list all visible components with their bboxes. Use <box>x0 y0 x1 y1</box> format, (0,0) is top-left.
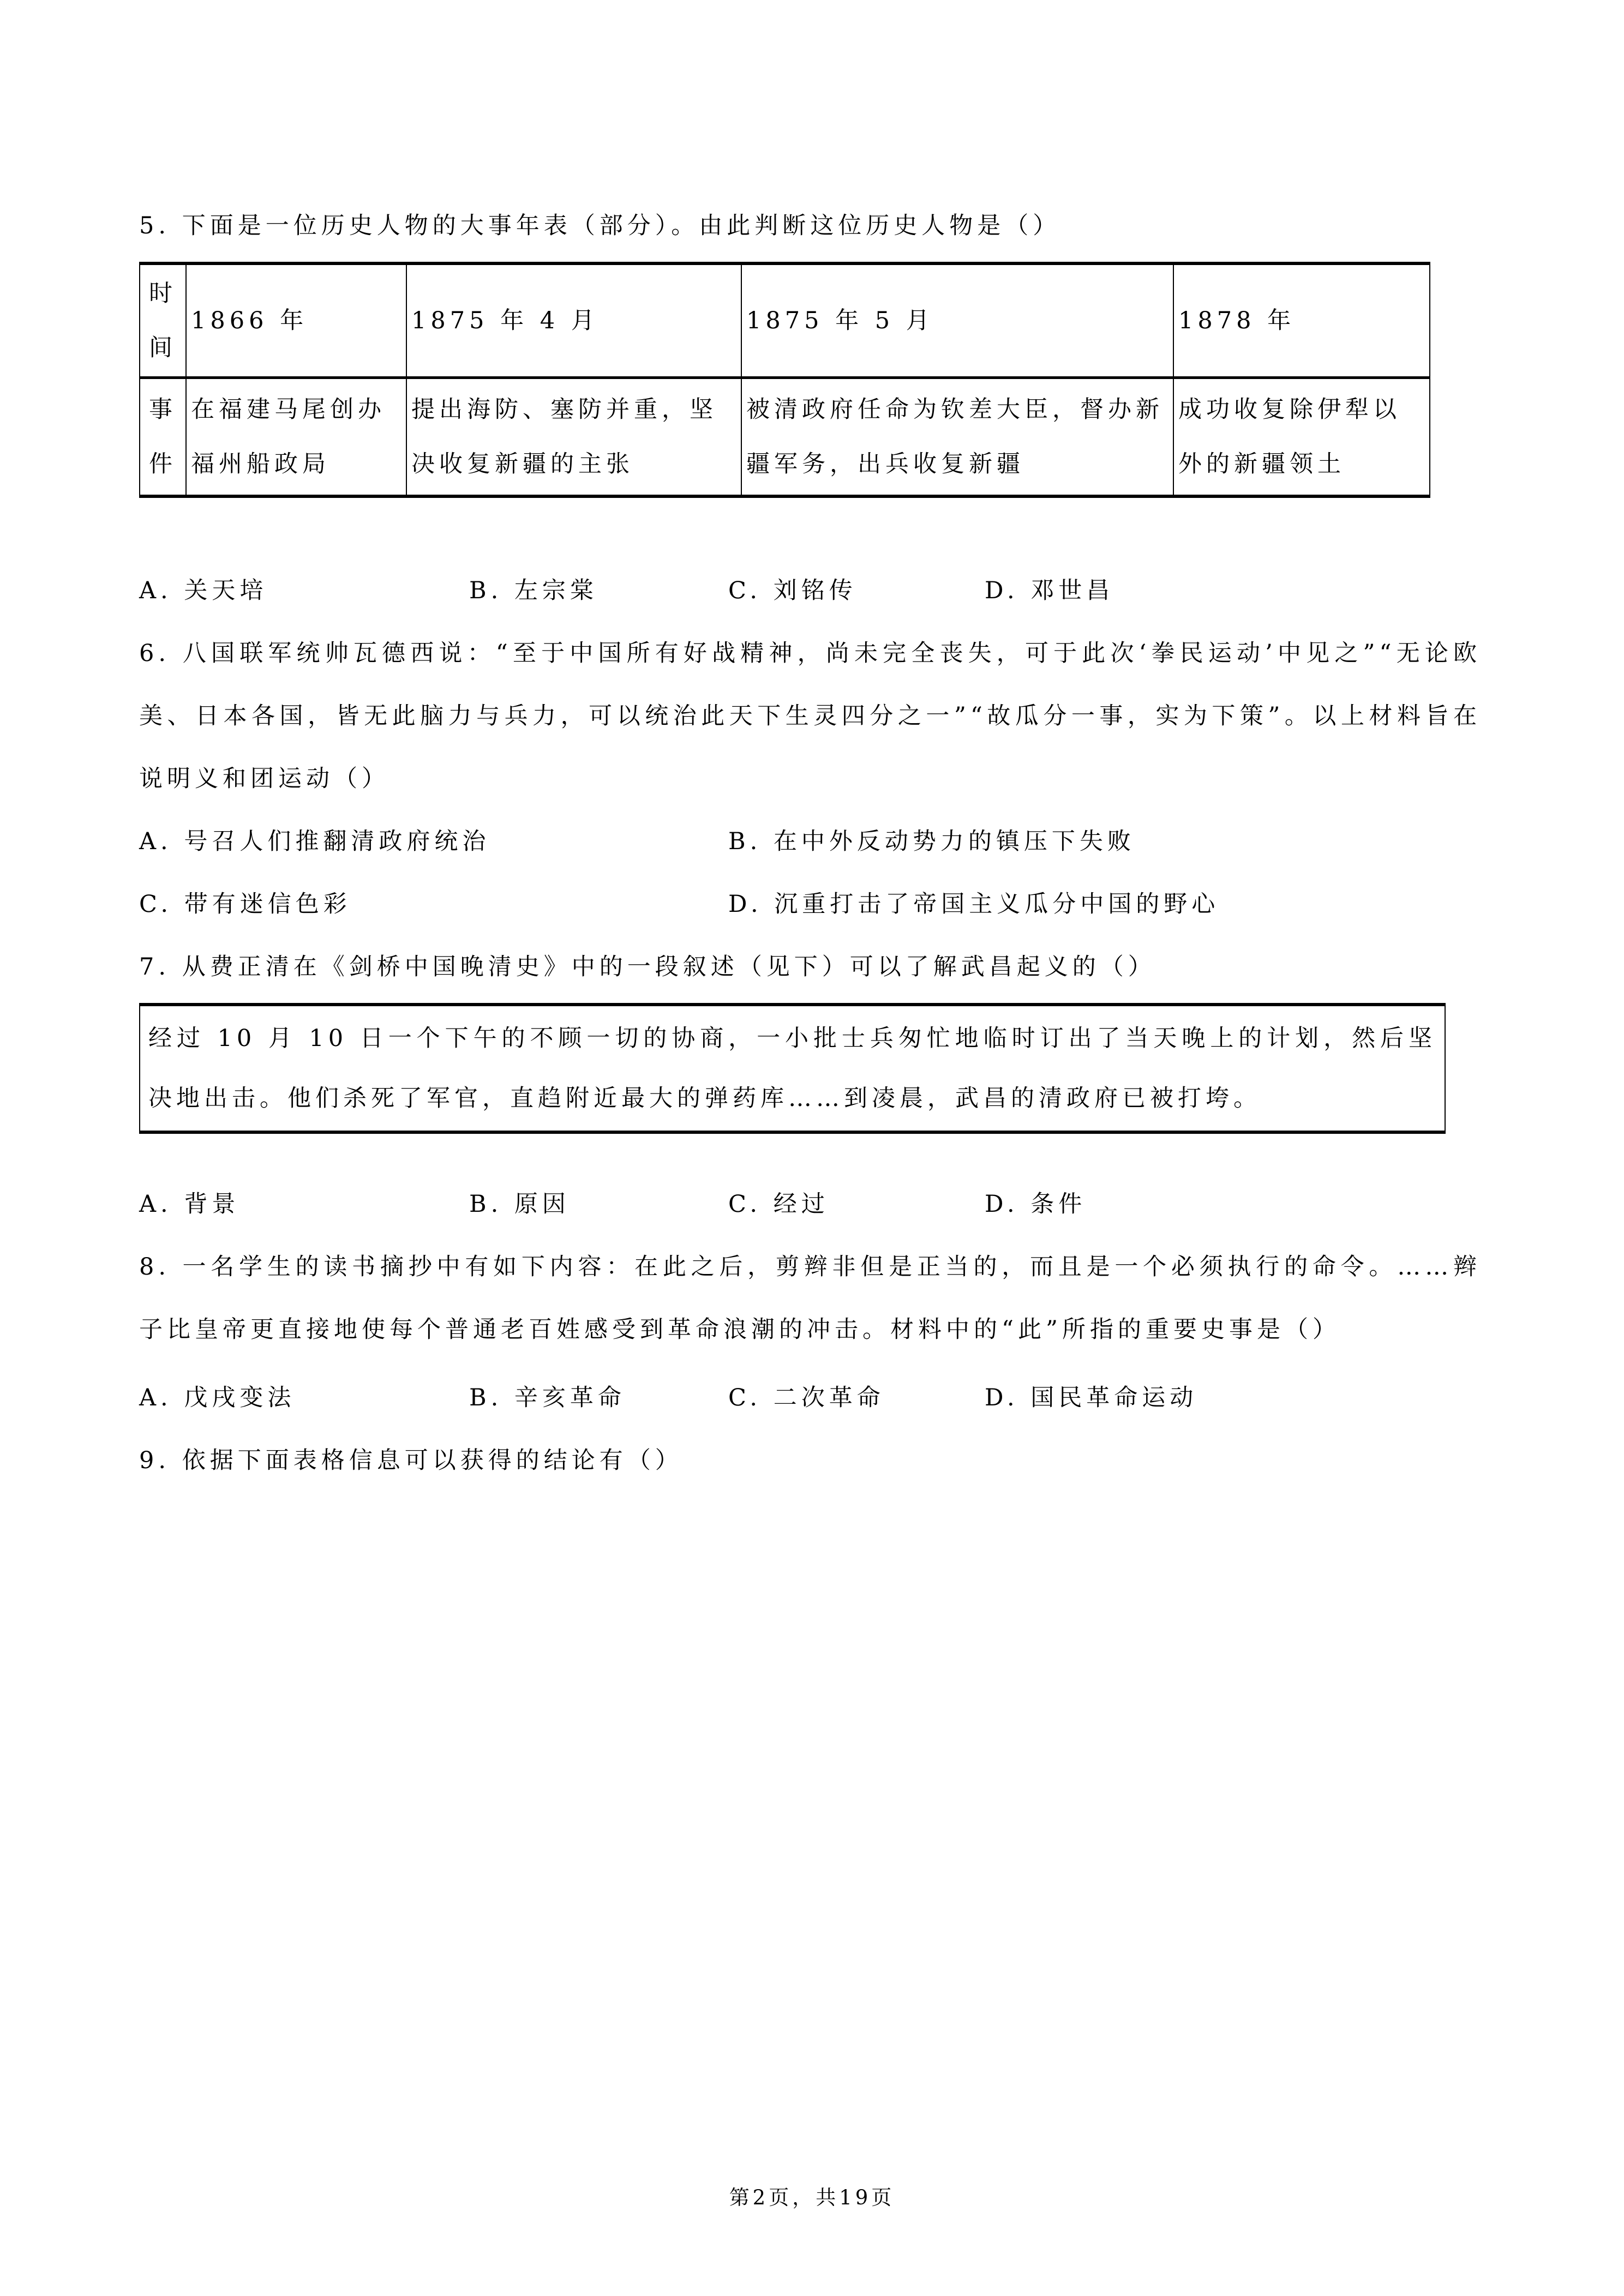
question-5-option-b: B. 左宗棠 <box>469 577 598 604</box>
question-9-stem: 9. 依据下面表格信息可以获得的结论有（） <box>139 1447 683 1474</box>
question-5-options <box>139 560 1481 622</box>
question-7-option-d: D. 条件 <box>985 1191 1087 1218</box>
question-7-option-c: C. 经过 <box>728 1191 829 1218</box>
page-content <box>139 195 1481 1492</box>
question-7-option-b: B. 原因 <box>469 1191 570 1218</box>
table-cell-year-1878: 1878 年 <box>1173 263 1430 378</box>
table-cell-event-4: 成功收复除伊犁以外的新疆领土 <box>1173 378 1430 497</box>
question-6-option-c: C. 带有迷信色彩 <box>139 891 351 918</box>
question-8-option-a: A. 戊戌变法 <box>139 1384 296 1411</box>
question-8-option-c: C. 二次革命 <box>728 1384 885 1411</box>
table-label-event: 事件 <box>140 378 186 497</box>
table-cell-year-1875-05: 1875 年 5 月 <box>741 263 1173 378</box>
question-7-quote: 经过 10 月 10 日一个下午的不顾一切的协商，一小批士兵匆忙地临时订出了当天晚上的计划，然后坚决地出击。他们杀死了军官，直趋附近最大的弹药库……到凌晨，武昌的清政府已被打垮。 <box>148 1025 1436 1112</box>
page-number: 第2页，共19页 <box>729 2186 895 2209</box>
question-5-option-a: A. 关天培 <box>139 577 268 604</box>
question-8-option-b: B. 辛亥革命 <box>469 1384 626 1411</box>
table-cell-year-1866: 1866 年 <box>186 263 406 378</box>
question-8-options <box>139 1367 1481 1429</box>
table-cell-event-3: 被清政府任命为钦差大臣，督办新疆军务，出兵收复新疆 <box>741 378 1173 497</box>
question-6-stem: 6. 八国联军统帅瓦德西说：“至于中国所有好战精神，尚未完全丧失，可于此次‘拳民运动’中见之”“无论欧美、日本各国，皆无此脑力与兵力，可以统治此天下生灵四分之一”“故瓜分一事，实为下策”。以上材料旨在说明义和团运动（） <box>139 640 1481 792</box>
question-5-option-d: D. 邓世昌 <box>985 577 1114 604</box>
table-cell-event-2: 提出海防、塞防并重，坚决收复新疆的主张 <box>406 378 741 497</box>
question-6-options <box>139 810 1481 936</box>
question-6-option-a: A. 号召人们推翻清政府统治 <box>139 828 490 855</box>
table-cell-event-1: 在福建马尾创办福州船政局 <box>186 378 406 497</box>
question-5-stem: 5. 下面是一位历史人物的大事年表（部分）。由此判断这位历史人物是（） <box>139 212 1061 239</box>
question-7-source-box <box>139 1003 1446 1134</box>
question-8-option-d: D. 国民革命运动 <box>985 1384 1198 1411</box>
question-5-table <box>139 262 1430 498</box>
question-6-option-b: B. 在中外反动势力的镇压下失败 <box>728 828 1135 855</box>
table-row-event <box>140 378 1430 497</box>
question-8-stem: 8. 一名学生的读书摘抄中有如下内容：在此之后，剪辫非但是正当的，而且是一个必须执行的命令。……辫子比皇帝更直接地使每个普通老百姓感受到革命浪潮的冲击。材料中的“此”所指的重要史事是（） <box>139 1253 1481 1343</box>
table-label-time: 时间 <box>140 263 186 378</box>
question-7-option-a: A. 背景 <box>139 1191 240 1218</box>
table-row-time <box>140 263 1430 378</box>
table-cell-year-1875-04: 1875 年 4 月 <box>406 263 741 378</box>
question-5-option-c: C. 刘铭传 <box>728 577 857 604</box>
question-7-stem: 7. 从费正清在《剑桥中国晚清史》中的一段叙述（见下）可以了解武昌起义的（） <box>139 953 1156 981</box>
question-6-option-d: D. 沉重打击了帝国主义瓜分中国的野心 <box>728 891 1220 918</box>
question-7-options <box>139 1173 1481 1236</box>
